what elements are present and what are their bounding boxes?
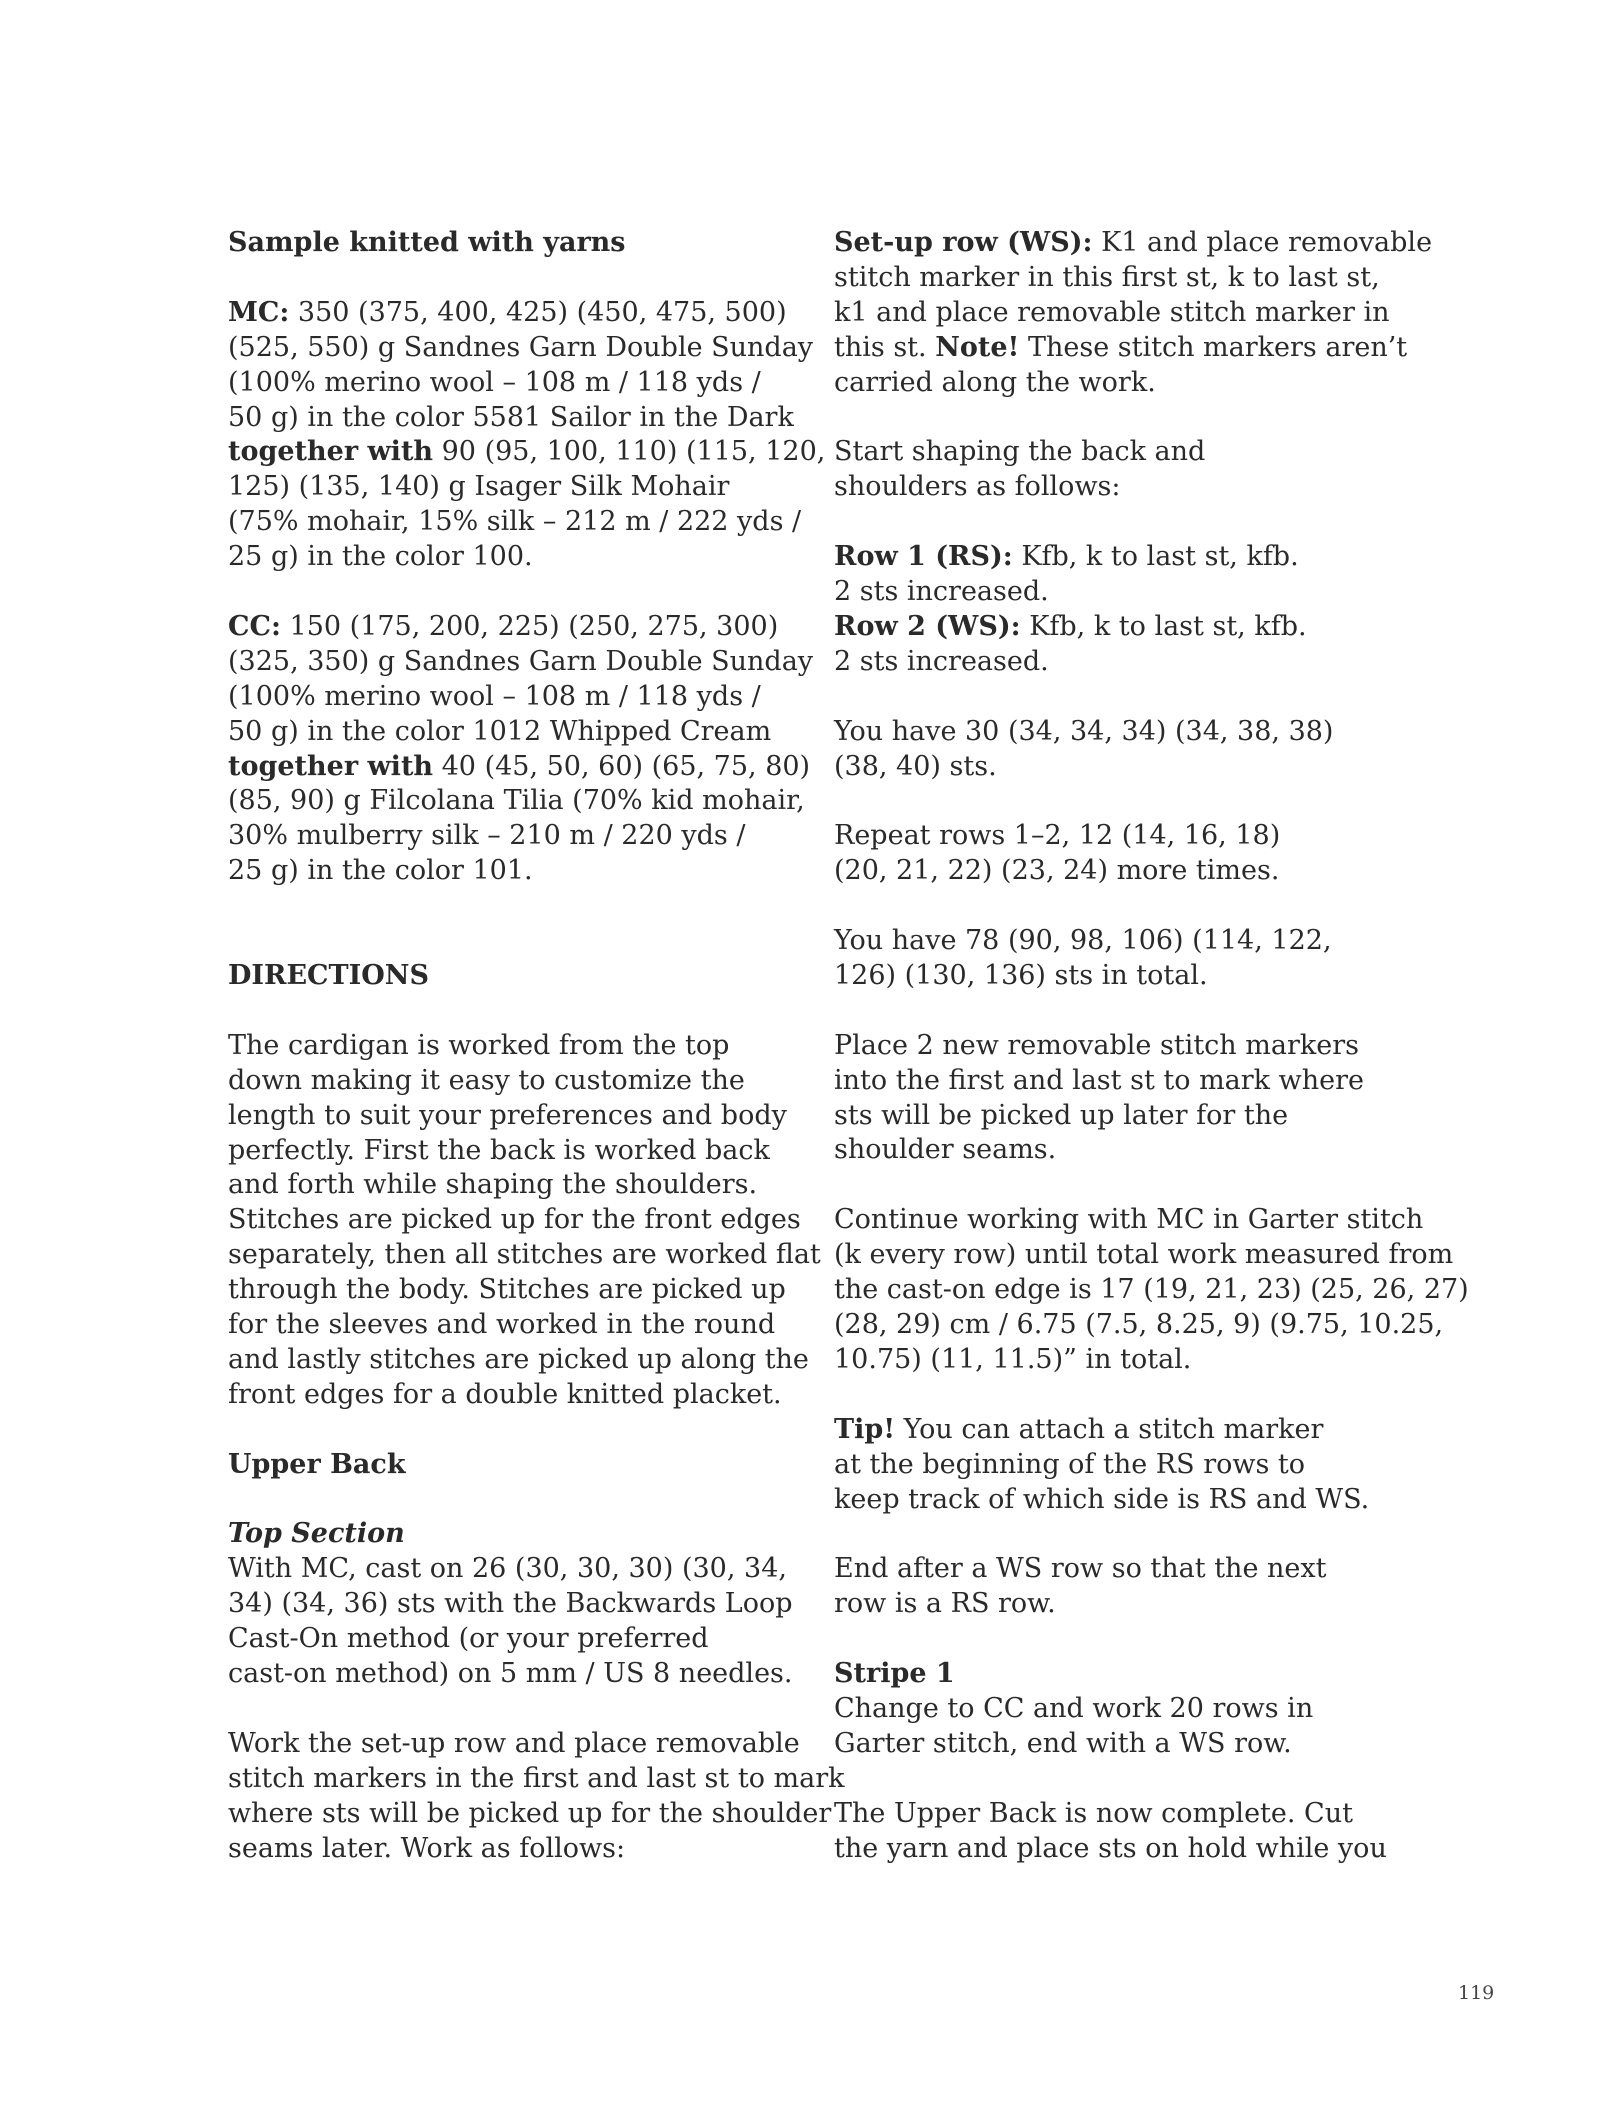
setup-intro-paragraph: Work the set-up row and place removable stitch markers in the first and last st to mark where sts will be picked up for the shoulder seams later. Work as follows: — [228, 1727, 845, 1864]
marker-paragraph: Place 2 new removable stitch markers into the first and last st to mark where sts will be picked up later for the shoulder seams. — [834, 1029, 1364, 1166]
continue-paragraph: Continue working with MC in Garter stitch (k every row) until total work measured from the cast-on edge is 17 (19, 21, 23) (25, 26, 27) (28, 29) cm / 6.75 (7.5, 8.25, 9) (9.75, 10.25, 10.75) (11, 11.5)” in total. — [834, 1204, 1469, 1375]
upper-back-heading: Upper Back — [228, 1448, 406, 1480]
top-section-heading: Top Section — [228, 1518, 405, 1550]
cc-label: CC: — [228, 610, 281, 642]
stitch-count-paragraph-2: You have 78 (90, 98, 106) (114, 122, 126) (130, 136) sts in total. — [834, 925, 1332, 991]
top-section-paragraph: With MC, cast on 26 (30, 30, 30) (30, 34, 34) (34, 36) sts with the Backwards Loop Cast-On method (or your preferred cast-on method) on 5 mm / US 8 needles. — [228, 1553, 793, 1690]
left-column — [228, 226, 845, 1866]
mc-yarn-block: MC: 350 (375, 400, 425) (450, 475, 500) (525, 550) g Sandnes Garn Double Sunday (100% merino wool – 108 m / 118 yds / 50 g) in the color 5581 Sailor in the Dark together with 90 (95, 100, 110) (115, 120, 125) (135, 140) g Isager Silk Mohair (75% mohair, 15% silk – 212 m / 222 yds / 25 g) in the color 100. — [228, 296, 826, 573]
repeat-paragraph: Repeat rows 1–2, 12 (14, 16, 18) (20, 21, 22) (23, 24) more times. — [834, 820, 1281, 887]
rows-instructions: Row 1 (RS): Kfb, k to last st, kfb. 2 sts increased. Row 2 (WS): Kfb, k to last st, kfb. 2 sts increased. — [834, 541, 1307, 677]
setup-row-paragraph: Set-up row (WS): K1 and place removable stitch marker in this first st, k to last st, k1 and place removable stitch marker in this st. Note! These stitch markers aren’t carried along the work. — [834, 227, 1433, 398]
complete-paragraph: The Upper Back is now complete. Cut the yarn and place sts on hold while you — [834, 1797, 1387, 1864]
row2-label: Row 2 (WS): — [834, 610, 1021, 642]
stripe-paragraph: Change to CC and work 20 rows in Garter stitch, end with a WS row. — [834, 1692, 1314, 1759]
note-label: Note! — [935, 331, 1020, 363]
shaping-paragraph: Start shaping the back and shoulders as follows: — [834, 436, 1206, 503]
stitch-count-paragraph-1: You have 30 (34, 34, 34) (34, 38, 38) (38, 40) sts. — [834, 715, 1334, 782]
cc-yarn-block: CC: 150 (175, 200, 225) (250, 275, 300) (325, 350) g Sandnes Garn Double Sunday (100% merino wool – 108 m / 118 yds / 50 g) in the color 1012 Whipped Cream together with 40 (45, 50, 60) (65, 75, 80) (85, 90) g Filcolana Tilia (70% kid mohair, 30% mulberry silk – 210 m / 220 yds / 25 g) in the color 101. — [228, 610, 814, 887]
end-paragraph: End after a WS row so that the next row is a RS row. — [834, 1553, 1327, 1620]
right-column — [834, 226, 1469, 1866]
yarn-heading: Sample knitted with yarns — [228, 227, 626, 258]
stripe-heading: Stripe 1 — [834, 1658, 955, 1689]
directions-heading: DIRECTIONS — [228, 959, 429, 991]
tip-label: Tip! — [834, 1413, 896, 1445]
tip-paragraph: Tip! You can attach a stitch marker at the beginning of the RS rows to keep track of which side is RS and WS. — [834, 1413, 1370, 1515]
row1-label: Row 1 (RS): — [834, 541, 1013, 573]
page-number: 119 — [1458, 1982, 1495, 2004]
mc-label: MC: — [228, 296, 290, 328]
directions-paragraph: The cardigan is worked from the top down making it easy to customize the length to suit your preferences and body perfectly. First the back is worked back and forth while shaping the shoulders. Stitches are picked up for the front edges separately, then all stitches are worked flat through the body. Stitches are picked up for the sleeves and worked in the round and lastly stitches are picked up along the front edges for a double knitted placket. — [228, 1029, 821, 1410]
setup-row-label: Set-up row (WS): — [834, 227, 1093, 258]
